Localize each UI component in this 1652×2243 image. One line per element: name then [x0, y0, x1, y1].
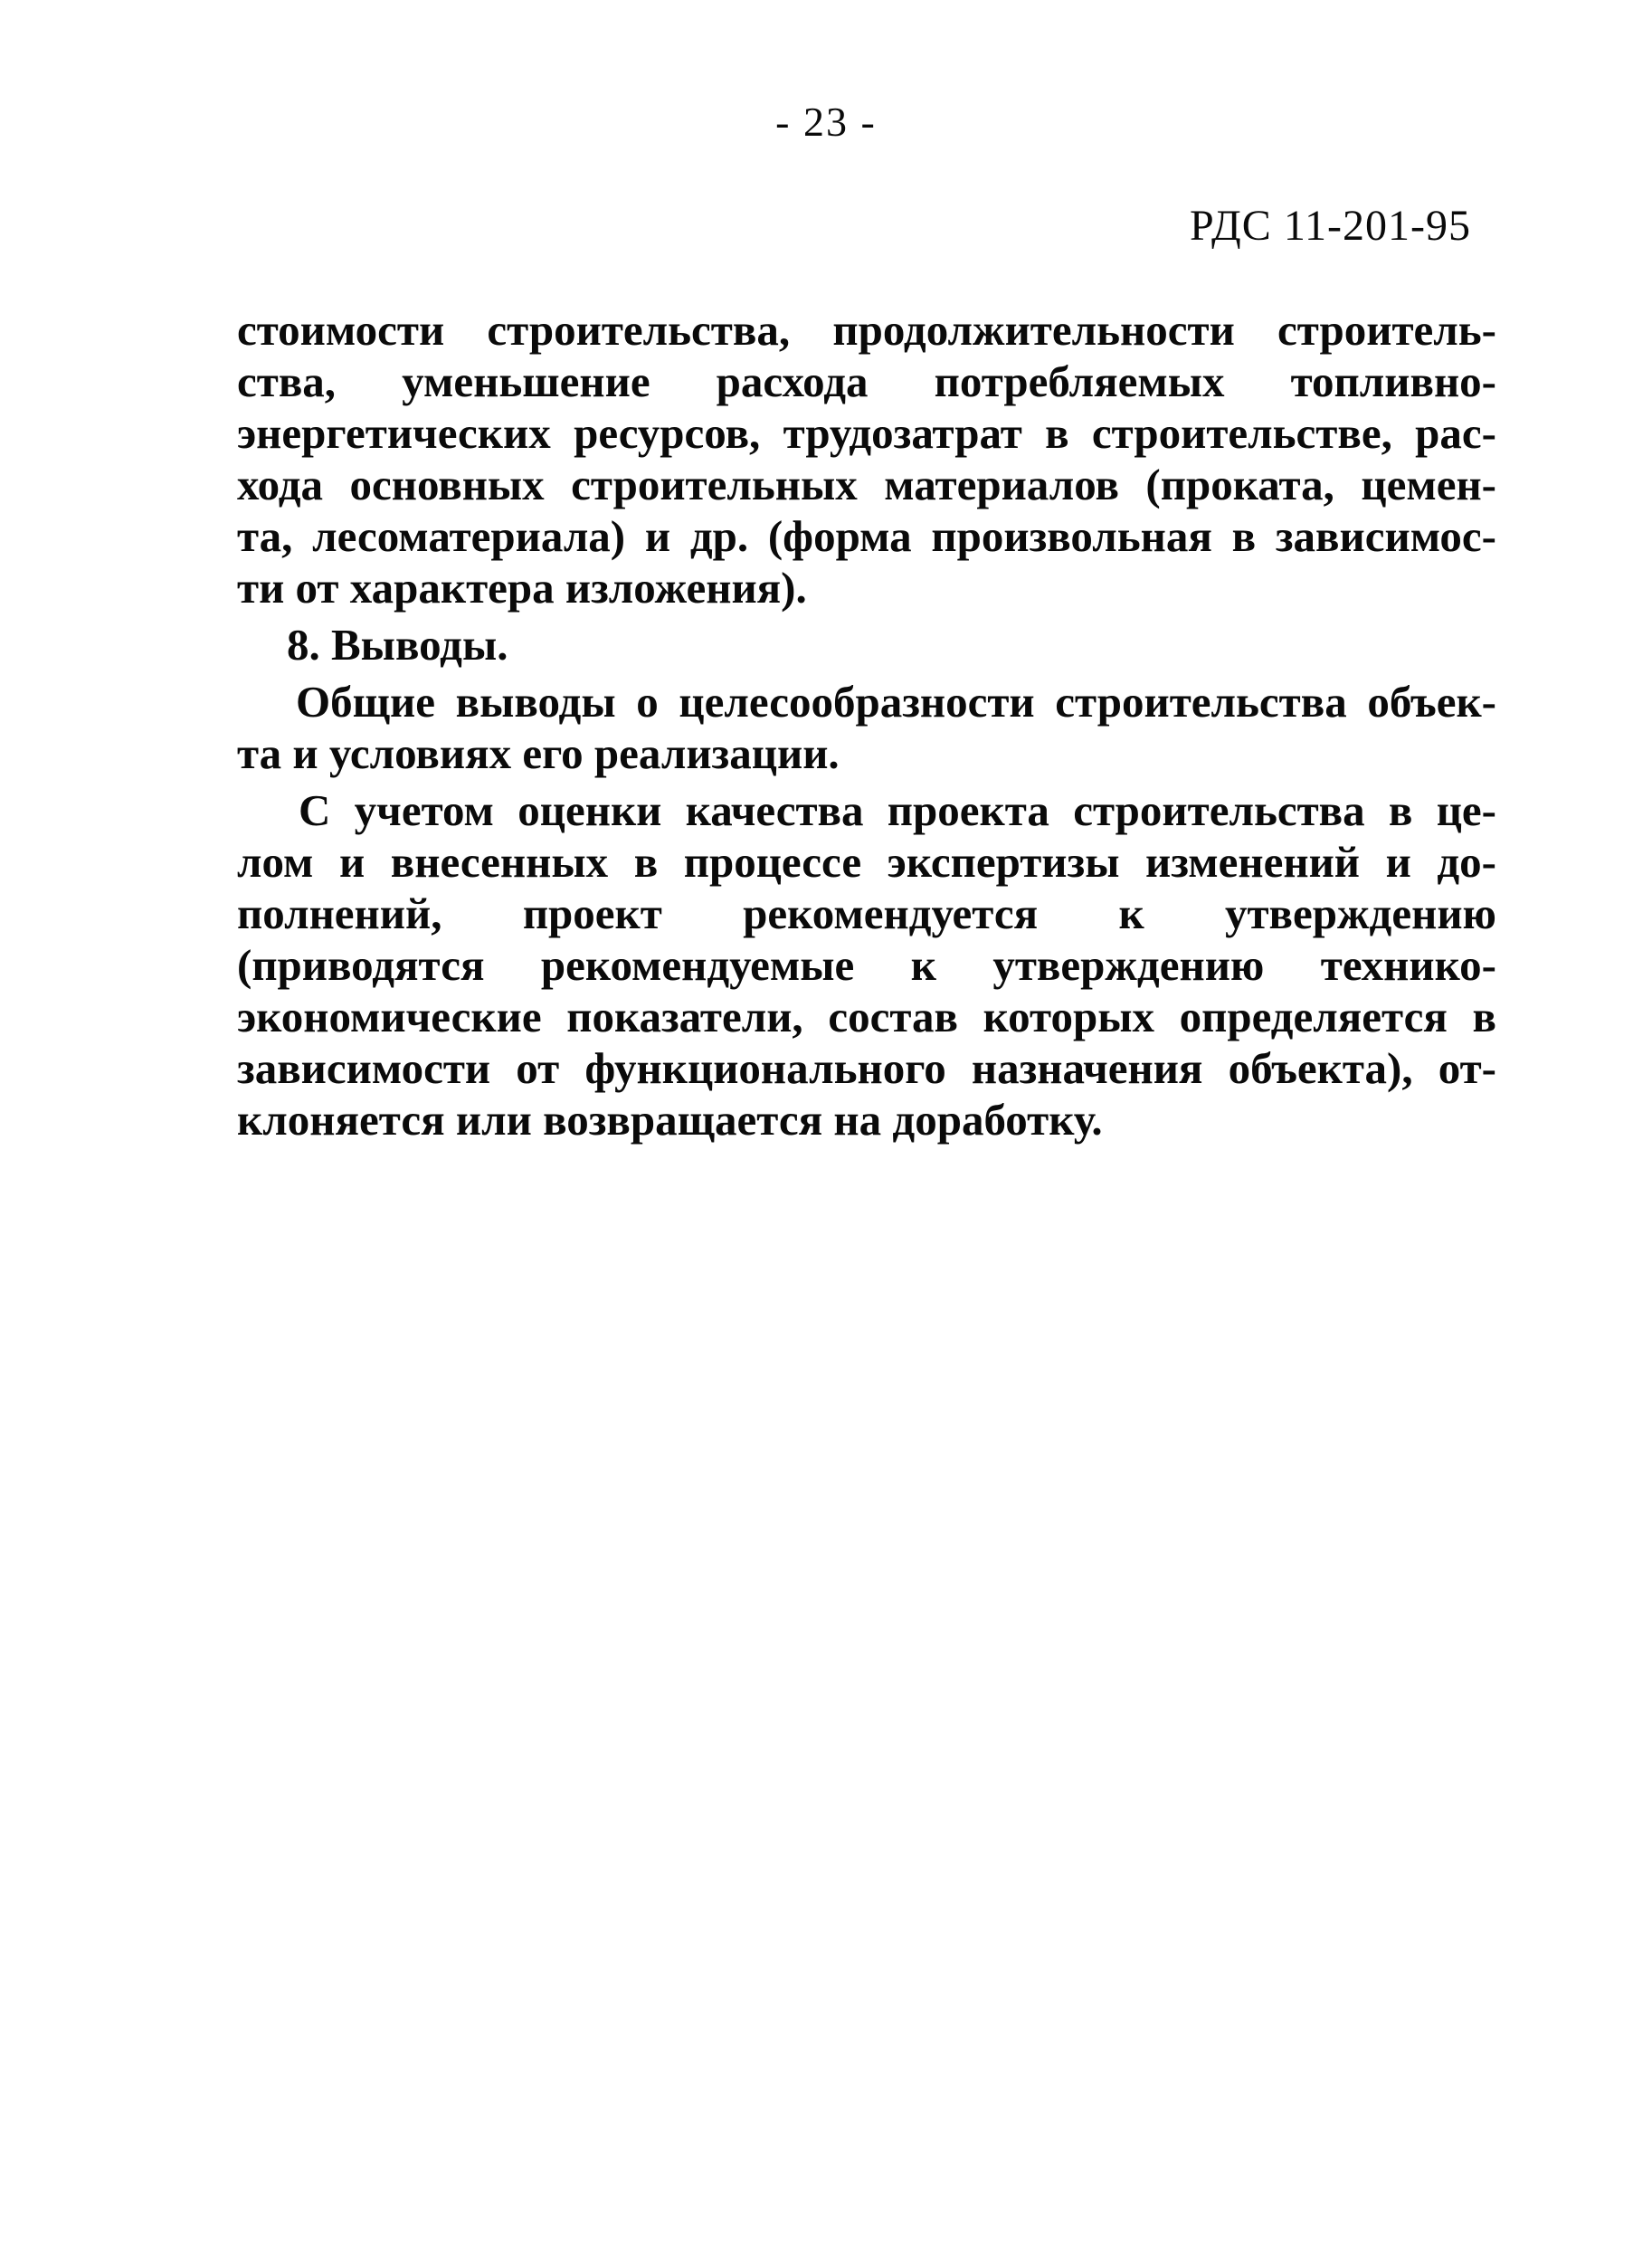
text-line: С учетом оценки качества проекта строительства в це-: [299, 785, 1496, 835]
text-line: лом и внесенных в процессе экспертизы изменений и до-: [237, 837, 1496, 887]
document-code: РДС 11-201-95: [1189, 202, 1471, 250]
page-number: - 23 -: [775, 99, 877, 145]
paragraph-cost-reduction: [237, 304, 1496, 613]
text-line: (приводятся рекомендуемые к утверждению технико-: [237, 940, 1496, 990]
text-line: та, лесоматериала) и др. (форма произвольная в зависимос-: [237, 511, 1496, 561]
text-line: ства, уменьшение расхода потребляемых топливно-: [237, 356, 1496, 406]
text-line: полнений, проект рекомендуется к утверждению: [237, 889, 1496, 938]
document-body: [237, 304, 1496, 1145]
text-line: стоимости строительства, продолжительности строитель-: [237, 305, 1496, 355]
text-line: энергетических ресурсов, трудозатрат в строительстве, рас-: [237, 408, 1496, 458]
paragraph-general-conclusions: [237, 676, 1496, 779]
text-line: клоняется или возвращается на доработку.: [237, 1095, 1103, 1145]
text-line: ти от характера изложения).: [237, 563, 807, 613]
text-line: зависимости от функционального назначения объекта), от-: [237, 1043, 1496, 1093]
text-line: Общие выводы о целесообразности строительства объек-: [296, 677, 1496, 727]
section-heading: 8. Выводы.: [287, 620, 508, 670]
text-line: та и условиях его реализации.: [237, 728, 840, 778]
text-line: экономические показатели, состав которых определяется в: [237, 992, 1496, 1041]
text-line: хода основных строительных материалов (проката, цемен-: [237, 460, 1496, 509]
paragraph-recommendation: [237, 784, 1496, 1145]
